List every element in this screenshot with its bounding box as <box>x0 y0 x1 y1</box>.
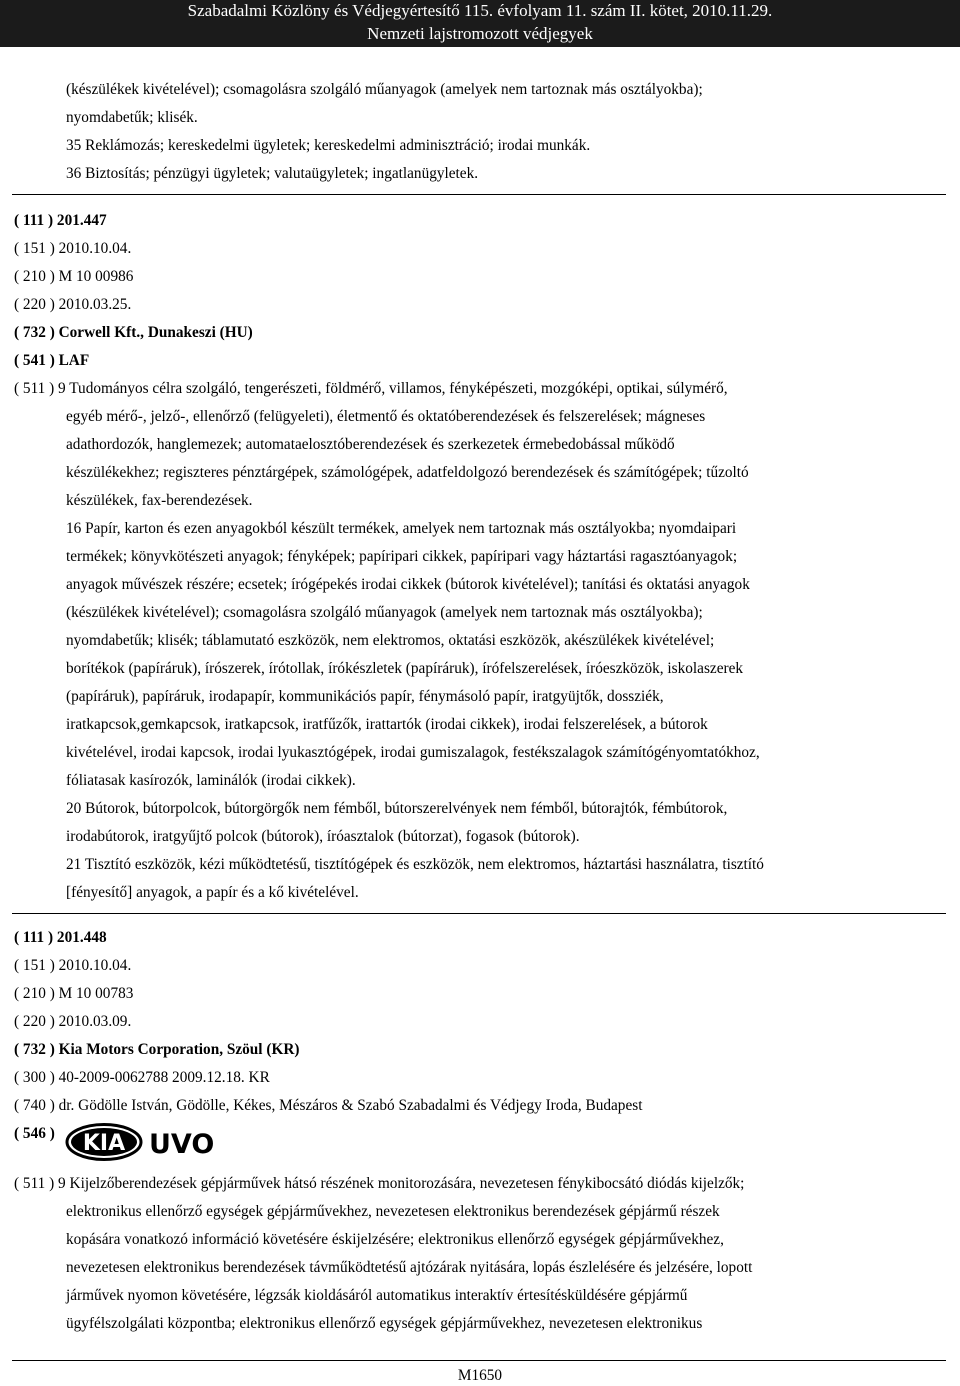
text-line: adathordozók, hanglemezek; automataelosztóberendezések és szerkezetek érmebedobással működő <box>66 436 675 453</box>
text-line: 20 Bútorok, bútorpolcok, bútorgörgők nem fémből, bútorszerelvények nem fémből, bútorajtók, fémbútorok, <box>66 800 728 817</box>
field-value: 40-2009-0062788 2009.12.18. KR <box>58 1069 270 1086</box>
field-code: ( 151 ) <box>14 240 59 257</box>
text-line: irodabútorok, iratgyűjtő polcok (bútorok), íróasztalok (bútorzat), fogasok (bútorok). <box>66 828 580 845</box>
field-code: ( 111 ) <box>14 929 57 946</box>
page-header <box>0 0 960 47</box>
text-line: kopására vonatkozó információ követésére éskijelzésére; elektronikus ellenőrző egységek gépjárművekhez, <box>66 1231 724 1248</box>
goods-services-field <box>14 1170 944 1198</box>
text-line: 35 Reklámozás; kereskedelmi ügyletek; kereskedelmi adminisztráció; irodai munkák. <box>66 137 591 154</box>
field-code: ( 151 ) <box>14 957 59 974</box>
text-line: 21 Tisztító eszközök, kézi működtetésű, tisztítógépek és eszközök, nem elektromos, háztartási használatra, tisztító <box>66 856 764 873</box>
field-value: dr. Gödölle István, Gödölle, Kékes, Mészáros & Szabó Szabadalmi és Védjegy Iroda, Budapest <box>58 1097 643 1114</box>
registration-date-field <box>14 952 944 980</box>
text-line: [fényesítő] anyagok, a papír és a kő kivételével. <box>66 884 359 901</box>
representative-field <box>14 1092 944 1120</box>
page-number: M1650 <box>457 1367 503 1384</box>
field-code: ( 220 ) <box>14 296 59 313</box>
text-line: borítékok (papíráruk), írószerek, írótollak, írókészletek (papíráruk), írófelszerelések, íróeszközök, iskolaszerek <box>66 660 744 677</box>
text-line: nevezetesen elektronikus berendezések távműködtetésű ajtózárak nyitására, lopás észlelésére és jelzésére, lopott <box>66 1259 753 1276</box>
text-line: készülékek, fax-berendezések. <box>66 492 253 509</box>
logo-product-text: UVO <box>148 1129 214 1160</box>
text-line: egyéb mérő-, jelző-, ellenőrző (felügyeleti), életmentő és oktatóberendezések és felszerelések; mágneses <box>66 408 706 425</box>
continuation-block <box>14 76 944 188</box>
field-code: ( 300 ) <box>14 1069 59 1086</box>
field-code: ( 740 ) <box>14 1097 59 1114</box>
holder-field <box>14 1036 944 1064</box>
field-value: 2010.10.04. <box>58 957 132 974</box>
field-value: 2010.03.25. <box>58 296 132 313</box>
text-line: termékek; könyvkötészeti anyagok; fényképek; papíripari cikkek, papíripari vagy háztartási ragasztóanyagok; <box>66 548 738 565</box>
application-number-field <box>14 980 944 1008</box>
field-code: ( 541 ) <box>14 352 59 369</box>
record-separator <box>12 194 946 195</box>
field-code: ( 111 ) <box>14 212 57 229</box>
field-value: 9 Kijelzőberendezések gépjárművek hátsó részének monitorozására, nevezetesen fénykibocsátó diódás kijelzők; <box>58 1175 745 1192</box>
text-line: anyagok művészek részére; ecsetek; írógépekés irodai cikkek (bútorok kivételével); tanítási és oktatási anyagok <box>66 576 750 593</box>
field-code: ( 210 ) <box>14 985 59 1002</box>
journal-title: Szabadalmi Közlöny és Védjegyértesítő 115. évfolyam 11. szám II. kötet, 2010.11.29. <box>187 1 773 20</box>
text-line: kivételével, irodai kapcsok, irodai lyukasztógépek, irodai gumiszalagok, festékszalagok számítógényomtatókhoz, <box>66 744 760 761</box>
field-code: ( 732 ) <box>14 324 59 341</box>
page-content <box>14 76 944 1338</box>
field-code: ( 210 ) <box>14 268 59 285</box>
holder-field <box>14 319 944 347</box>
field-value: LAF <box>58 352 90 369</box>
field-value: M 10 00783 <box>58 985 134 1002</box>
text-line: készülékekhez; regiszteres pénztárgépek, számológépek, adatfeldolgozó berendezések és számítógépek; tűzoltó <box>66 464 749 481</box>
text-line: nyomdabetűk; klisék. <box>66 109 198 126</box>
filing-date-field <box>14 1008 944 1036</box>
registration-number-field <box>14 924 944 952</box>
field-value: 201.447 <box>56 212 107 229</box>
field-code: ( 546 ) <box>14 1125 59 1142</box>
figurative-mark-field <box>14 1120 944 1164</box>
field-value: 201.448 <box>56 929 107 946</box>
trademark-record <box>14 924 944 1338</box>
text-line: iratkapcsok,gemkapcsok, iratkapcsok, iratfűzők, irattartók (irodai cikkek), irodai felszerelések, a bútorok <box>66 716 708 733</box>
field-code: ( 732 ) <box>14 1041 59 1058</box>
text-line: fóliatasak kasírozók, laminálók (irodai cikkek). <box>66 772 356 789</box>
filing-date-field <box>14 291 944 319</box>
field-value: 2010.03.09. <box>58 1013 132 1030</box>
section-title: Nemzeti lajstromozott védjegyek <box>367 24 593 43</box>
field-value: 9 Tudományos célra szolgáló, tengerészeti, földmérő, villamos, fényképészeti, mozgóképi, optikai, súlymérő, <box>58 380 728 397</box>
registration-date-field <box>14 235 944 263</box>
field-code: ( 511 ) <box>14 1175 59 1192</box>
field-code: ( 220 ) <box>14 1013 59 1030</box>
text-line: járművek nyomon követésére, légzsák kioldásáról automatikus interaktív értesítésküldésére gépjármű <box>66 1287 688 1304</box>
text-line: nyomdabetűk; klisék; táblamutató eszközök, nem elektromos, oktatási eszközök, akészülékek kivételével; <box>66 632 715 649</box>
word-mark-field <box>14 347 944 375</box>
record-separator <box>12 913 946 914</box>
goods-services-field <box>14 375 944 403</box>
field-value: Corwell Kft., Dunakeszi (HU) <box>58 324 253 341</box>
goods-services-continuation <box>14 1198 944 1338</box>
footer-separator <box>12 1360 946 1361</box>
application-number-field <box>14 263 944 291</box>
field-value: 2010.10.04. <box>58 240 132 257</box>
kia-uvo-logo <box>65 1122 225 1162</box>
text-line: ügyfélszolgálati központba; elektronikus ellenőrző egységek gépjárművekhez, nevezetesen elektronikus <box>66 1315 703 1332</box>
text-line: elektronikus ellenőrző egységek gépjárművekhez, nevezetesen elektronikus berendezések gépjármű részek <box>66 1203 720 1220</box>
logo-brand-text: KIA <box>82 1131 125 1156</box>
goods-services-continuation <box>14 403 944 907</box>
text-line: (papíráruk), papíráruk, irodapapír, kommunikációs papír, fénymásoló papír, iratgyüjtők, dossziék, <box>66 688 664 705</box>
text-line: 36 Biztosítás; pénzügyi ügyletek; valutaügyletek; ingatlanügyletek. <box>66 165 479 182</box>
field-code: ( 511 ) <box>14 380 59 397</box>
priority-field <box>14 1064 944 1092</box>
text-line: (készülékek kivételével); csomagolásra szolgáló műanyagok (amelyek nem tartoznak más osztályokba); <box>66 604 703 621</box>
registration-number-field <box>14 207 944 235</box>
field-value: Kia Motors Corporation, Szöul (KR) <box>58 1041 300 1058</box>
field-value: M 10 00986 <box>58 268 134 285</box>
text-line: (készülékek kivételével); csomagolásra szolgáló műanyagok (amelyek nem tartoznak más osztályokba); <box>66 81 703 98</box>
text-line: 16 Papír, karton és ezen anyagokból készült termékek, amelyek nem tartoznak más osztályokba; nyomdaipari <box>66 520 737 537</box>
trademark-record <box>14 207 944 907</box>
